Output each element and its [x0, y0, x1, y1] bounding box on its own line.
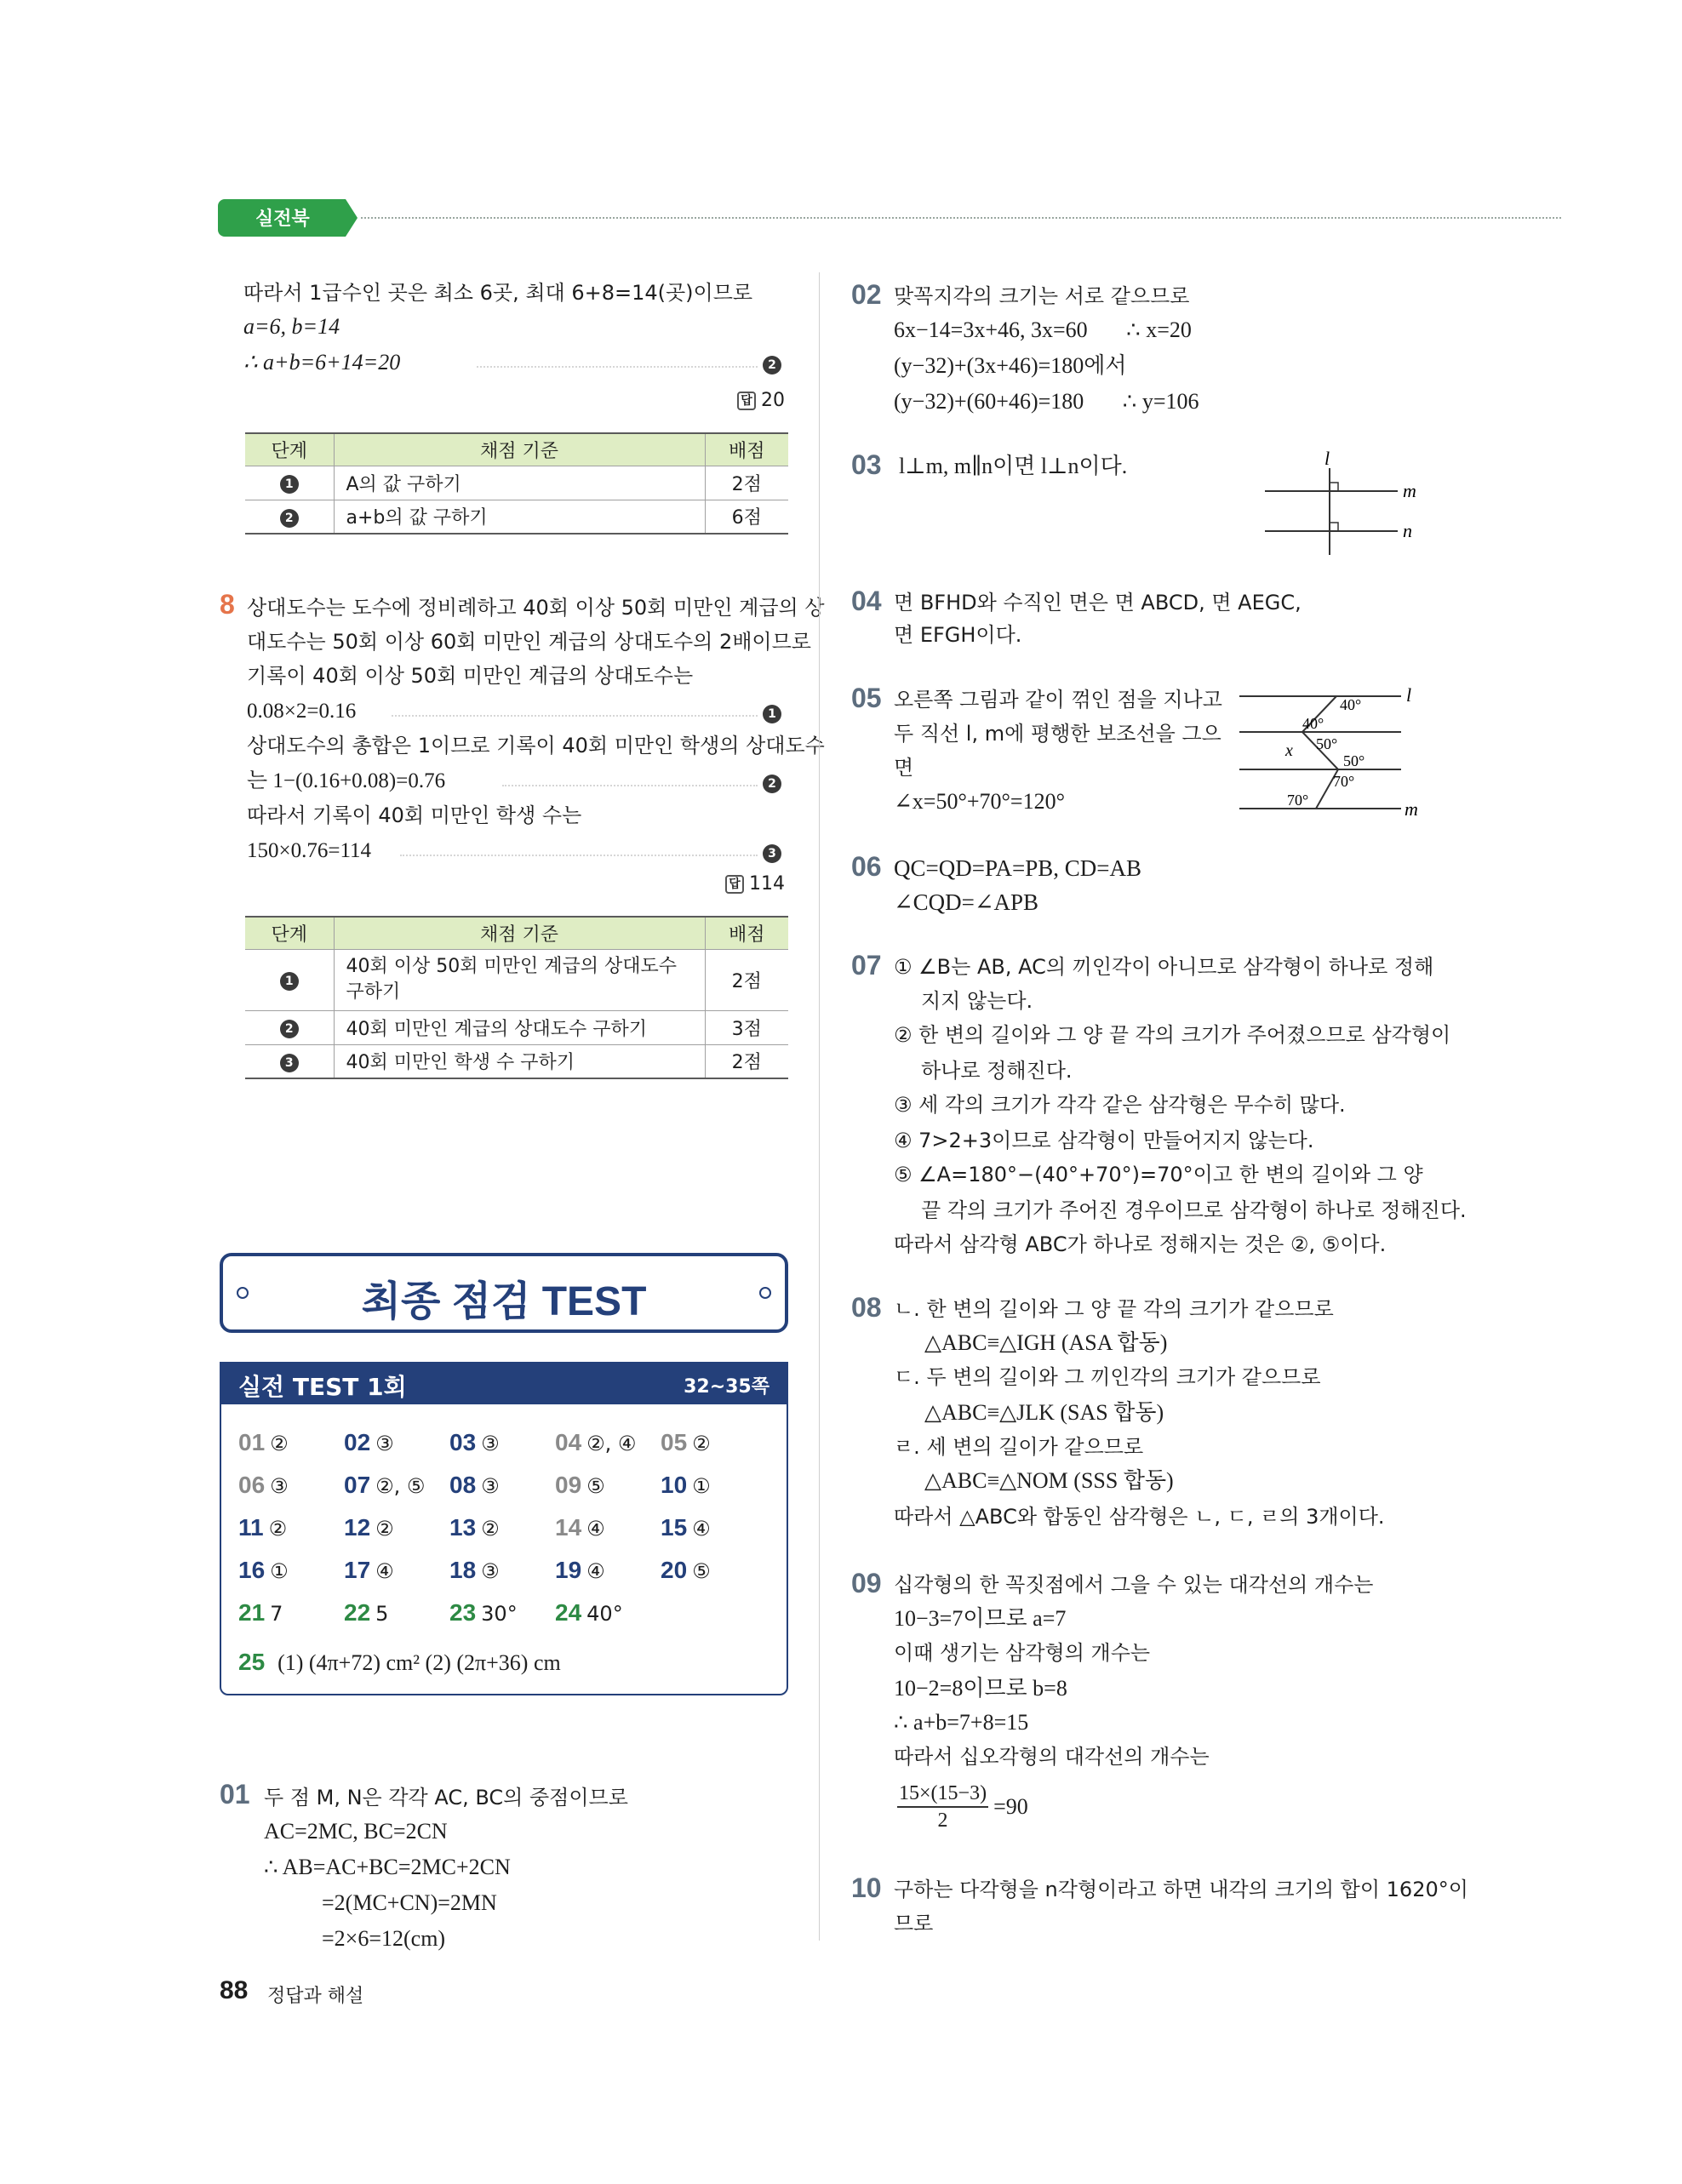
left-top-line-2: a=6, b=14: [243, 314, 340, 339]
question-number: 01: [220, 1779, 250, 1810]
table-row: [245, 1044, 788, 1078]
q01-line-1: 두 점 M, N은 각각 AC, BC의 중점이므로: [264, 1786, 628, 1810]
answer-value: ②: [481, 1517, 500, 1541]
q07-line-5: ③ 세 각의 크기가 각각 같은 삼각형은 무수히 많다.: [894, 1093, 1346, 1117]
answer-value: ④: [586, 1517, 605, 1541]
fraction: [897, 1781, 1028, 1833]
answer-number: 01: [238, 1429, 266, 1455]
q8-line-1: 상대도수는 도수에 정비례하고 40회 이상 50회 미만인 계급의 상: [247, 596, 825, 620]
q07-line-3: ② 한 변의 길이와 그 양 끝 각의 크기가 주어졌으므로 삼각형이: [894, 1023, 1451, 1047]
answer-number: 14: [555, 1514, 582, 1541]
q05-line-3: 면: [894, 756, 914, 780]
left-top-line-1: 따라서 1급수인 곳은 최소 6곳, 최대 6+8=14(곳)이므로: [243, 281, 753, 305]
table-cell: 40회 미만인 계급의 상대도수 구하기: [334, 1010, 705, 1044]
q09-line-6: 따라서 십오각형의 대각선의 개수는: [894, 1745, 1210, 1769]
dot-leader: [400, 855, 758, 856]
q04-line-1: 면 BFHD와 수직인 면은 면 ABCD, 면 AEGC,: [894, 591, 1302, 615]
answer-item: [344, 1513, 394, 1541]
fraction-result: =90: [993, 1794, 1028, 1819]
table-header-points: 배점: [705, 433, 788, 466]
answer-item: [449, 1513, 500, 1541]
step-marker: 2: [763, 775, 781, 793]
test-box-header: [220, 1362, 788, 1404]
answer-line: [737, 390, 785, 411]
answer-item: [344, 1428, 394, 1456]
question-number: 05: [851, 683, 882, 713]
answer-number: 19: [555, 1557, 582, 1583]
answer-item: [344, 1471, 425, 1499]
answer-number: 07: [344, 1472, 371, 1498]
table-cell: 2점: [705, 466, 788, 500]
step-marker: 1: [280, 972, 299, 991]
step-marker: 1: [763, 705, 781, 723]
answer-value: ⑤: [692, 1559, 711, 1583]
table-row: [245, 1010, 788, 1044]
q07-line-8: 끝 각의 크기가 주어진 경우이므로 삼각형이 하나로 정해진다.: [921, 1198, 1467, 1222]
answer-value: 114: [749, 873, 785, 895]
answer-number: 24: [555, 1599, 582, 1626]
table-header-step: 단계: [245, 433, 334, 466]
answer-item: [555, 1471, 605, 1499]
q07-line-1: ① ∠B는 AB, AC의 끼인각이 아니므로 삼각형이 하나로 정해: [894, 955, 1434, 979]
answer-number: 18: [449, 1557, 477, 1583]
q02-line-4: (y−32)+(60+46)=180 ∴ y=106: [894, 389, 1199, 414]
answer-item: [238, 1598, 283, 1627]
final-check-banner: [220, 1253, 788, 1333]
answer-number: 04: [555, 1429, 582, 1455]
q07-line-7: ⑤ ∠A=180°−(40°+70°)=70°이고 한 변의 길이와 그 양: [894, 1163, 1423, 1186]
q08-line-1: ㄴ. 한 변의 길이와 그 양 끝 각의 크기가 같으므로: [894, 1297, 1334, 1321]
answer-value: 5: [375, 1602, 389, 1626]
column-divider: [819, 272, 820, 1941]
table-row: [245, 949, 788, 1010]
header-tab-label: 실전북: [255, 209, 310, 230]
step-marker: 3: [763, 844, 781, 863]
q07-line-2: 지지 않는다.: [921, 989, 1033, 1013]
perpendicular-lines-figure: [1251, 451, 1439, 562]
step-marker: 2: [280, 509, 299, 528]
q09-line-2: 10−3=7이므로 a=7: [894, 1606, 1067, 1631]
grading-table-1: [245, 432, 788, 535]
q8-line-6: 는 1−(0.16+0.08)=0.76: [247, 769, 446, 792]
answer-item-25: [238, 1648, 561, 1676]
left-top-line-3: ∴ a+b=6+14=20: [243, 350, 401, 374]
answer-number: 22: [344, 1599, 371, 1626]
answer-value: 40°: [586, 1602, 623, 1626]
answer-number: 10: [661, 1472, 688, 1498]
header-dotted-rule: [361, 217, 1561, 219]
dot-leader: [392, 715, 758, 717]
label-n: n: [1403, 520, 1412, 541]
q8-line-5: 상대도수의 총합은 1이므로 기록이 40회 미만인 학생의 상대도수: [247, 734, 825, 758]
answer-value: ①: [270, 1559, 289, 1583]
table-cell: 2점: [705, 949, 788, 1010]
step-marker: 1: [280, 475, 299, 494]
table-cell: 6점: [705, 500, 788, 534]
q05-line-4: ∠x=50°+70°=120°: [894, 789, 1065, 814]
answer-line: [725, 873, 785, 895]
answer-number: 16: [238, 1557, 266, 1583]
dot-leader: [502, 785, 758, 786]
answer-icon: 답: [725, 875, 744, 894]
q08-line-4: △ABC≡△JLK (SAS 합동): [924, 1400, 1164, 1425]
q8-line-8: 150×0.76=114: [247, 839, 372, 862]
answer-item: [344, 1556, 394, 1584]
question-number: 09: [851, 1568, 882, 1598]
answer-number: 21: [238, 1599, 266, 1626]
answer-item: [449, 1598, 518, 1627]
q08-line-2: △ABC≡△IGH (ASA 합동): [924, 1330, 1168, 1355]
answer-value: ④: [375, 1559, 394, 1583]
angle-label: 50°: [1343, 752, 1365, 769]
answer-value: ②: [268, 1517, 288, 1541]
question-number: 06: [851, 851, 882, 882]
label-m: m: [1403, 480, 1416, 501]
answer-item: [344, 1598, 388, 1627]
q02-line-2: 6x−14=3x+46, 3x=60 ∴ x=20: [894, 317, 1192, 342]
table-header-criterion: 채점 기준: [334, 433, 705, 466]
step-marker: 3: [280, 1054, 299, 1072]
q06-line-2: ∠CQD=∠APB: [894, 889, 1039, 915]
header-tab: [218, 199, 346, 237]
answer-item: [449, 1556, 500, 1584]
q07-line-9: 따라서 삼각형 ABC가 하나로 정해지는 것은 ②, ⑤이다.: [894, 1232, 1387, 1256]
answer-value: 20: [761, 390, 785, 411]
answer-number: 13: [449, 1514, 477, 1541]
answer-item: [661, 1556, 711, 1584]
header-tab-arrow: [346, 199, 358, 237]
label-l: l: [1324, 451, 1330, 469]
page-number: 88: [220, 1976, 249, 2004]
answer-value: ④: [586, 1559, 605, 1583]
answer-item: [661, 1471, 711, 1499]
answer-item: [449, 1471, 500, 1499]
question-number: 08: [851, 1292, 882, 1323]
answer-number: 02: [344, 1429, 371, 1455]
question-number: 07: [851, 950, 882, 981]
angle-label: 40°: [1340, 696, 1362, 713]
q09-line-4: 10−2=8이므로 b=8: [894, 1676, 1067, 1701]
answer-value: ④: [692, 1517, 711, 1541]
q08-line-7: 따라서 △ABC와 합동인 삼각형은 ㄴ, ㄷ, ㄹ의 3개이다.: [894, 1505, 1385, 1529]
answer-value: ②, ④: [586, 1432, 637, 1455]
angle-label: 50°: [1316, 735, 1338, 752]
answer-item: [555, 1428, 636, 1456]
label-l: l: [1406, 684, 1412, 706]
test-answer-box: [220, 1362, 788, 1695]
q07-line-6: ④ 7>2+3이므로 삼각형이 만들어지지 않는다.: [894, 1129, 1314, 1152]
table-header-criterion: 채점 기준: [334, 917, 705, 949]
answer-icon: 답: [737, 392, 756, 410]
answer-item: [555, 1598, 623, 1627]
answer-value: ⑤: [586, 1474, 605, 1498]
table-header-points: 배점: [705, 917, 788, 949]
table-cell: a+b의 값 구하기: [334, 500, 705, 534]
table-cell: 40회 이상 50회 미만인 계급의 상대도수 구하기: [334, 949, 705, 1010]
label-m: m: [1405, 798, 1418, 820]
answer-number: 17: [344, 1557, 371, 1583]
angle-label: 40°: [1302, 715, 1324, 732]
q10-line-1: 구하는 다각형을 n각형이라고 하면 내각의 크기의 합이 1620°이: [894, 1878, 1468, 1901]
question-number: 02: [851, 279, 882, 310]
answer-item: [238, 1471, 289, 1499]
answer-value: ②, ⑤: [375, 1474, 426, 1498]
footer-section: 정답과 해설: [267, 1986, 364, 2007]
label-x: x: [1285, 741, 1293, 760]
answer-item: [661, 1428, 711, 1456]
answer-number: 12: [344, 1514, 371, 1541]
angle-label: 70°: [1287, 792, 1309, 809]
answer-number: 03: [449, 1429, 477, 1455]
answer-value: 30°: [481, 1602, 518, 1626]
answer-item: [555, 1556, 605, 1584]
q08-line-5: ㄹ. 세 변의 길이가 같으므로: [894, 1435, 1144, 1459]
q02-line-1: 맞꼭지각의 크기는 서로 같으므로: [894, 284, 1190, 308]
test-box-pages: 32~35쪽: [684, 1376, 769, 1398]
bent-lines-figure: [1234, 681, 1430, 826]
test-box-title: 실전 TEST 1회: [238, 1373, 407, 1401]
answer-number: 25: [238, 1649, 266, 1675]
answer-value: 7: [270, 1602, 283, 1626]
q08-line-3: ㄷ. 두 변의 길이와 그 끼인각의 크기가 같으므로: [894, 1365, 1321, 1389]
question-number: 8: [220, 589, 235, 620]
q02-line-3: (y−32)+(3x+46)=180에서: [894, 353, 1127, 378]
answer-value: ②: [692, 1432, 711, 1455]
answer-value: ③: [481, 1559, 500, 1583]
question-number: 10: [851, 1872, 882, 1903]
q01-line-5: =2×6=12(cm): [322, 1926, 446, 1951]
answer-number: 15: [661, 1514, 688, 1541]
q01-line-4: =2(MC+CN)=2MN: [322, 1890, 497, 1915]
answer-number: 08: [449, 1472, 477, 1498]
angle-label: 70°: [1333, 773, 1355, 790]
q8-line-3: 기록이 40회 이상 50회 미만인 계급의 상대도수는: [247, 664, 694, 688]
answer-item: [238, 1556, 289, 1584]
q04-line-2: 면 EFGH이다.: [894, 623, 1022, 647]
q8-line-7: 따라서 기록이 40회 미만인 학생 수는: [247, 803, 582, 827]
answer-number: 20: [661, 1557, 688, 1583]
answer-value: ③: [375, 1432, 394, 1455]
step-marker: 2: [280, 1020, 299, 1038]
table-row: [245, 466, 788, 500]
answer-value: ②: [375, 1517, 394, 1541]
q8-line-4: 0.08×2=0.16: [247, 700, 357, 723]
answer-value: ③: [481, 1432, 500, 1455]
answer-item: [661, 1513, 711, 1541]
table-cell: 2점: [705, 1044, 788, 1078]
answer-item: [238, 1428, 289, 1456]
answer-number: 09: [555, 1472, 582, 1498]
answer-value: ③: [270, 1474, 289, 1498]
q09-line-1: 십각형의 한 꼭짓점에서 그을 수 있는 대각선의 개수는: [894, 1573, 1374, 1597]
table-header-step: 단계: [245, 917, 334, 949]
step-marker: 2: [763, 356, 781, 374]
table-row: [245, 500, 788, 534]
q08-line-6: △ABC≡△NOM (SSS 합동): [924, 1468, 1174, 1493]
answer-value: ①: [692, 1474, 711, 1498]
answer-item: [555, 1513, 605, 1541]
answer-number: 11: [238, 1514, 264, 1541]
q8-line-2: 대도수는 50회 이상 60회 미만인 계급의 상대도수의 2배이므로: [247, 630, 811, 654]
q05-line-2: 두 직선 l, m에 평행한 보조선을 그으: [894, 722, 1221, 746]
answer-number: 23: [449, 1599, 477, 1626]
table-cell: 3점: [705, 1010, 788, 1044]
fraction-denominator: 2: [937, 1810, 948, 1832]
answer-number: 06: [238, 1472, 266, 1498]
q10-line-2: 므로: [894, 1912, 934, 1935]
q05-line-1: 오른쪽 그림과 같이 꺾인 점을 지나고: [894, 688, 1222, 712]
banner-title: 최종 점검 TEST: [361, 1279, 647, 1324]
answer-value: ②: [270, 1432, 289, 1455]
dot-leader: [477, 366, 758, 368]
answer-value: ③: [481, 1474, 500, 1498]
answer-item: [449, 1428, 500, 1456]
table-cell: 40회 미만인 학생 수 구하기: [334, 1044, 705, 1078]
question-number: 03: [851, 449, 882, 480]
q06-line-1: QC=QD=PA=PB, CD=AB: [894, 855, 1141, 881]
answer-value: (1) (4π+72) cm² (2) (2π+36) cm: [277, 1650, 561, 1675]
question-number: 04: [851, 586, 882, 616]
q03-line-1: l⊥m, m∥n이면 l⊥n이다.: [899, 454, 1128, 478]
q01-line-3: ∴ AB=AC+BC=2MC+2CN: [264, 1855, 511, 1879]
table-cell: A의 값 구하기: [334, 466, 705, 500]
q09-line-5: ∴ a+b=7+8=15: [894, 1710, 1029, 1735]
q07-line-4: 하나로 정해진다.: [921, 1059, 1073, 1083]
answer-item: [238, 1513, 287, 1541]
q01-line-2: AC=2MC, BC=2CN: [264, 1819, 448, 1844]
fraction-numerator: 15×(15−3): [897, 1781, 988, 1808]
answer-number: 05: [661, 1429, 688, 1455]
grading-table-2: [245, 916, 788, 1079]
q09-line-3: 이때 생기는 삼각형의 개수는: [894, 1641, 1151, 1665]
